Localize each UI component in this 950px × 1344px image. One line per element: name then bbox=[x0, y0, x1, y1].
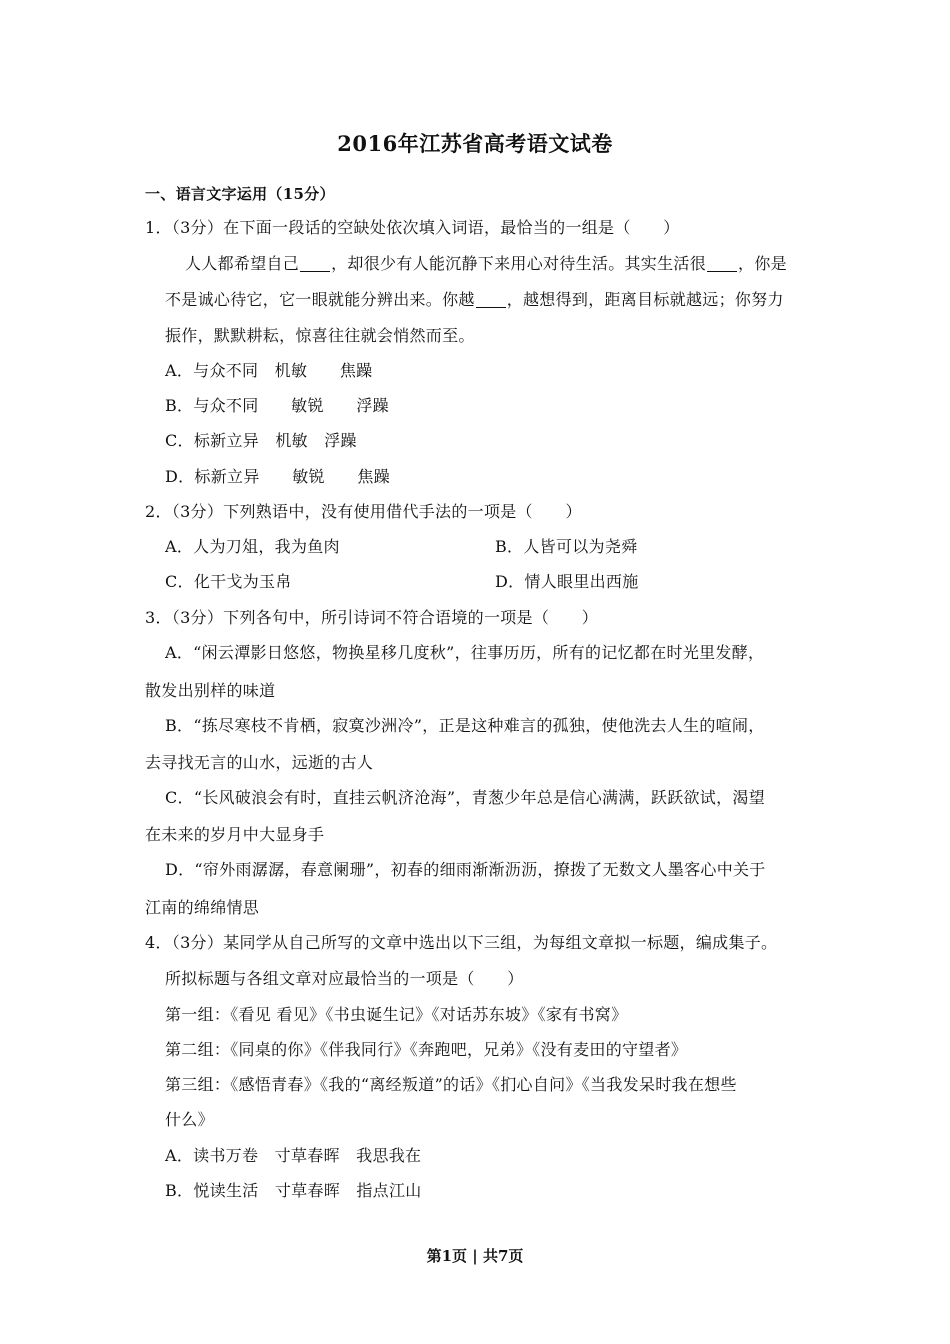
question-4-group-2: 第二组：《同桌的你》《伴我同行》《奔跑吧，兄弟》《没有麦田的守望者》 bbox=[165, 1040, 688, 1059]
question-3-option-c-cont: 在未来的岁月中大显身手 bbox=[145, 825, 325, 844]
question-1-stem: 1．（3分）在下面一段话的空缺处依次填入词语，最恰当的一组是（ ） bbox=[145, 218, 680, 237]
question-3-option-b: B．“拣尽寒枝不肯栖，寂寞沙洲冷”，正是这种难言的孤独，使他洗去人生的喧闹， bbox=[165, 716, 765, 735]
page-footer: 第1页 | 共7页 bbox=[426, 1247, 524, 1265]
question-4-group-1: 第一组：《看见 看见》《书虫诞生记》《对话苏东坡》《家有书窝》 bbox=[165, 1005, 628, 1024]
question-3-option-a-cont: 散发出别样的味道 bbox=[145, 681, 276, 700]
question-3-option-a: A．“闲云潭影日悠悠，物换星移几度秋”，往事历历，所有的记忆都在时光里发酵， bbox=[165, 643, 765, 662]
question-1-option-c: C．标新立异 机敏 浮躁 bbox=[165, 431, 357, 450]
passage-text: ，越想得到，距离目标就越远；你努力 bbox=[506, 290, 784, 309]
question-3-option-d-cont: 江南的绵绵情思 bbox=[145, 898, 260, 917]
question-2-option-c: C．化干戈为玉帛 bbox=[165, 572, 292, 591]
question-1-option-b: B．与众不同 敏锐 浮躁 bbox=[165, 396, 389, 415]
question-2-option-d: D．情人眼里出西施 bbox=[495, 572, 639, 591]
question-3-stem: 3．（3分）下列各句中，所引诗词不符合语境的一项是（ ） bbox=[145, 608, 599, 627]
question-1-passage-line-3: 振作，默默耕耘，惊喜往往就会悄然而至。 bbox=[165, 326, 475, 345]
question-2-stem: 2．（3分）下列熟语中，没有使用借代手法的一项是（ ） bbox=[145, 502, 582, 521]
question-1-option-a: A．与众不同 机敏 焦躁 bbox=[165, 361, 373, 380]
question-4-option-a: A．读书万卷 寸草春晖 我思我在 bbox=[165, 1146, 422, 1165]
question-4-group-3-cont: 什么》 bbox=[165, 1110, 214, 1129]
fill-blank-2 bbox=[707, 255, 737, 272]
fill-blank-3 bbox=[476, 291, 506, 308]
passage-text: ，你是 bbox=[738, 254, 787, 273]
section-heading: 一、语言文字运用（15分） bbox=[145, 185, 335, 203]
question-1-passage-line-1 bbox=[185, 254, 787, 274]
question-3-option-c: C．“长风破浪会有时，直挂云帆济沧海”，青葱少年总是信心满满，跃跃欲试，渴望 bbox=[165, 788, 766, 807]
question-2-option-b: B．人皆可以为尧舜 bbox=[495, 537, 638, 556]
passage-text: 不是诚心待它，它一眼就能分辨出来。你越 bbox=[165, 290, 475, 309]
passage-text: 人人都希望自己 bbox=[185, 254, 300, 273]
fill-blank-1 bbox=[300, 255, 330, 272]
question-4-option-b: B．悦读生活 寸草春晖 指点江山 bbox=[165, 1181, 422, 1200]
question-2-option-a: A．人为刀俎，我为鱼肉 bbox=[165, 537, 340, 556]
question-3-option-b-cont: 去寻找无言的山水，远逝的古人 bbox=[145, 753, 374, 772]
question-1-option-d: D．标新立异 敏锐 焦躁 bbox=[165, 467, 391, 486]
question-3-option-d: D．“帘外雨潺潺，春意阑珊”，初春的细雨渐渐沥沥，撩拨了无数文人墨客心中关于 bbox=[165, 860, 766, 879]
exam-title: 2016年江苏省高考语文试卷 bbox=[337, 131, 613, 156]
passage-text: ，却很少有人能沉静下来用心对待生活。其实生活很 bbox=[331, 254, 707, 273]
question-4-group-3: 第三组：《感悟青春》《我的“离经叛道”的话》《扪心自问》《当我发呆时我在想些 bbox=[165, 1075, 737, 1094]
question-4-stem-cont: 所拟标题与各组文章对应最恰当的一项是（ ） bbox=[165, 969, 524, 988]
question-1-passage-line-2 bbox=[165, 290, 784, 310]
question-4-stem: 4．（3分）某同学从自己所写的文章中选出以下三组，为每组文章拟一标题，编成集子。 bbox=[145, 933, 778, 952]
